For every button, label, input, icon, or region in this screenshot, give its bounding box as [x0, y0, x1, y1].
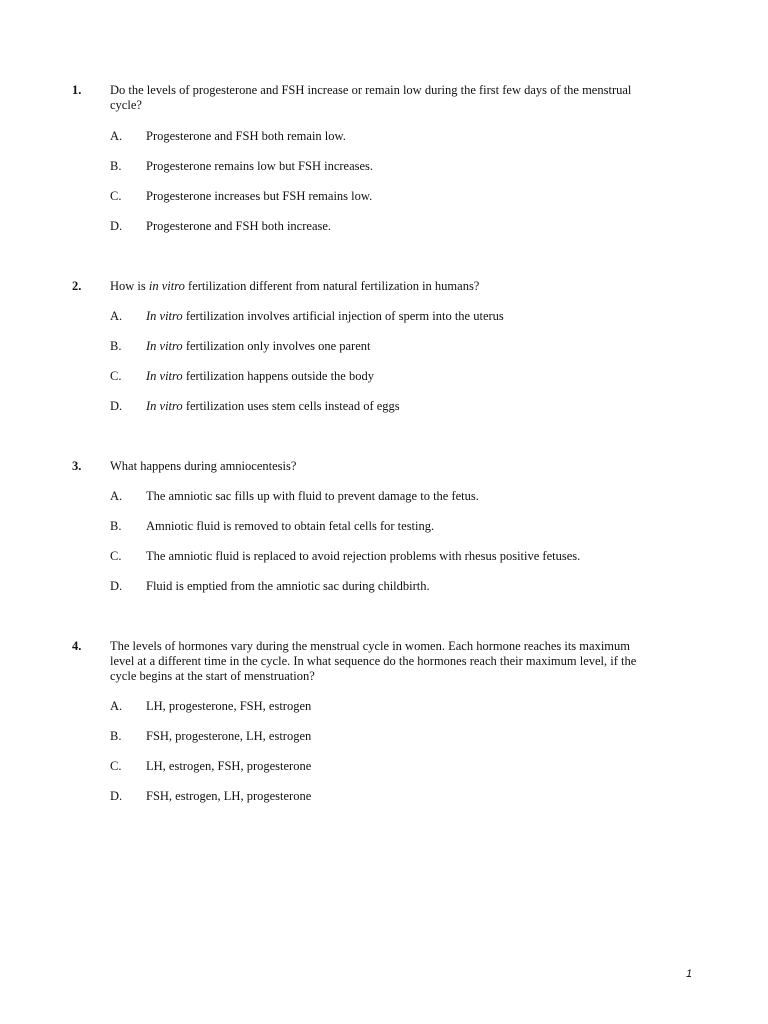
- option-letter: A.: [110, 129, 123, 143]
- question-text: Do the levels of progesterone and FSH increase or remain low during the first few days of the menstrual cycle?: [110, 83, 632, 112]
- option-letter: B.: [110, 729, 122, 743]
- option-2b[interactable]: [0, 339, 768, 355]
- option-4d[interactable]: [0, 789, 768, 805]
- option-rest: fertilization happens outside the body: [182, 369, 374, 383]
- question-text-start: How is: [110, 279, 149, 293]
- question-number: 3.: [72, 459, 82, 473]
- option-4b[interactable]: [0, 729, 768, 745]
- option-text: LH, estrogen, FSH, progesterone: [146, 759, 312, 773]
- option-letter: C.: [110, 549, 122, 563]
- option-letter: A.: [110, 699, 123, 713]
- option-letter: D.: [110, 399, 123, 413]
- option-letter: C.: [110, 759, 122, 773]
- option-3d[interactable]: [0, 579, 768, 595]
- option-letter: A.: [110, 489, 123, 503]
- question-number: 2.: [72, 279, 82, 293]
- option-letter: D.: [110, 579, 123, 593]
- option-2d[interactable]: [0, 399, 768, 415]
- option-1c[interactable]: [0, 189, 768, 205]
- option-text: [146, 339, 370, 354]
- question-text-italic: in vitro: [148, 279, 185, 293]
- option-1b[interactable]: [0, 159, 768, 175]
- option-text: Progesterone and FSH both remain low.: [146, 129, 346, 143]
- option-1a[interactable]: [0, 129, 768, 145]
- option-2a[interactable]: [0, 309, 768, 325]
- page-number: 1: [686, 968, 693, 980]
- option-1d[interactable]: [0, 219, 768, 235]
- option-letter: C.: [110, 369, 122, 383]
- option-letter: D.: [110, 789, 123, 803]
- option-text: [146, 399, 400, 414]
- option-text: [146, 309, 504, 324]
- option-letter: B.: [110, 339, 122, 353]
- option-4c[interactable]: [0, 759, 768, 775]
- question-text: The levels of hormones vary during the menstrual cycle in women. Each hormone reaches its maximum level at a different time in the cycle. In what sequence do the hormones reach their maximum level, if the cycle begins at the start of menstruation?: [110, 639, 637, 683]
- option-text: Progesterone remains low but FSH increases.: [146, 159, 374, 173]
- option-text: Amniotic fluid is removed to obtain fetal cells for testing.: [146, 519, 435, 533]
- option-rest: fertilization involves artificial injection of sperm into the uterus: [182, 309, 504, 323]
- question-number: 1.: [72, 83, 82, 97]
- option-text: Progesterone increases but FSH remains low.: [146, 189, 373, 203]
- option-italic: In vitro: [146, 369, 183, 383]
- option-rest: fertilization uses stem cells instead of eggs: [182, 399, 400, 413]
- question-text: [110, 279, 650, 294]
- option-text: The amniotic fluid is replaced to avoid rejection problems with rhesus positive fetuses.: [146, 549, 581, 563]
- option-text: LH, progesterone, FSH, estrogen: [146, 699, 312, 713]
- option-text: Progesterone and FSH both increase.: [146, 219, 332, 233]
- question-number: 4.: [72, 639, 82, 653]
- question-text-end: fertilization different from natural fertilization in humans?: [184, 279, 480, 293]
- option-letter: D.: [110, 219, 123, 233]
- option-letter: C.: [110, 189, 122, 203]
- option-text: FSH, progesterone, LH, estrogen: [146, 729, 312, 743]
- option-3c[interactable]: [0, 549, 768, 565]
- option-text: Fluid is emptied from the amniotic sac during childbirth.: [146, 579, 430, 593]
- option-rest: fertilization only involves one parent: [182, 339, 371, 353]
- option-3a[interactable]: [0, 489, 768, 505]
- option-italic: In vitro: [146, 399, 183, 413]
- option-letter: B.: [110, 519, 122, 533]
- option-text: [146, 369, 374, 384]
- option-text: FSH, estrogen, LH, progesterone: [146, 789, 312, 803]
- option-3b[interactable]: [0, 519, 768, 535]
- question-text: What happens during amniocentesis?: [110, 459, 297, 473]
- option-text: The amniotic sac fills up with fluid to prevent damage to the fetus.: [146, 489, 479, 503]
- option-italic: In vitro: [146, 339, 183, 353]
- option-letter: B.: [110, 159, 122, 173]
- option-4a[interactable]: [0, 699, 768, 715]
- option-letter: A.: [110, 309, 123, 323]
- option-italic: In vitro: [146, 309, 183, 323]
- option-2c[interactable]: [0, 369, 768, 385]
